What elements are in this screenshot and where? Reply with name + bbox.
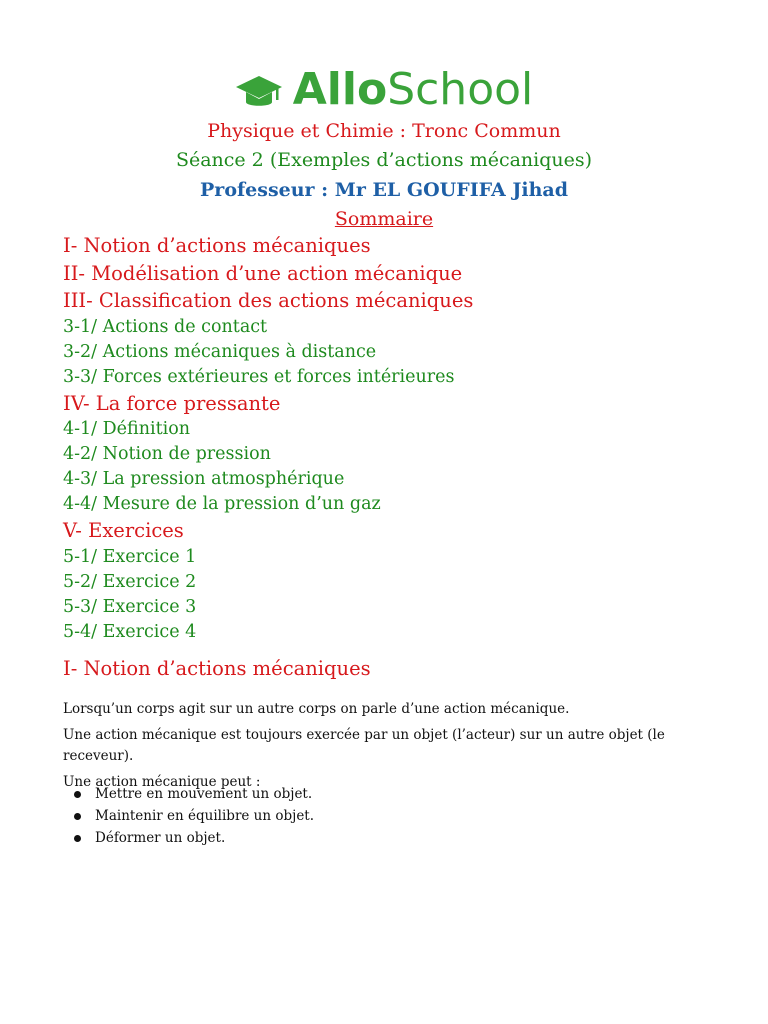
session-title: Séance 2 (Exemples d’actions mécaniques)	[175, 149, 593, 171]
toc-section-item: I- Notion d’actions mécaniques	[63, 234, 371, 257]
toc-subsection-item: 3-3/ Forces extérieures et forces intérieures	[63, 366, 455, 387]
toc-subsection-item: 4-3/ La pression atmosphérique	[63, 469, 345, 489]
toc-subsection-item: 4-2/ Notion de pression	[63, 444, 271, 464]
toc-subsection-item: 3-1/ Actions de contact	[63, 316, 268, 337]
summary-title: Sommaire	[334, 208, 434, 230]
list-item-text: Maintenir en équilibre un objet.	[95, 808, 315, 824]
toc-section-item: IV- La force pressante	[63, 391, 281, 415]
section-heading: I- Notion d’actions mécaniques	[63, 657, 371, 680]
toc-subsection-item: 3-2/ Actions mécaniques à distance	[63, 341, 377, 362]
toc-subsection-item: 5-3/ Exercice 3	[63, 596, 197, 617]
list-item-text: Mettre en mouvement un objet.	[95, 786, 313, 802]
paragraph: Lorsqu’un corps agit sur un autre corps on parle d’une action mécanique.	[63, 700, 570, 717]
toc-subsection-item: 4-4/ Mesure de la pression d’un gaz	[63, 494, 381, 514]
bullet-icon	[74, 791, 81, 798]
toc-subsection-item: 4-1/ Définition	[63, 419, 191, 439]
table-of-contents	[63, 232, 473, 645]
bullet-list	[74, 783, 314, 849]
teacher-line: Professeur : Mr EL GOUFIFA Jihad	[200, 179, 568, 201]
toc-subsection-item: 5-4/ Exercice 4	[63, 621, 197, 642]
toc-subsection-item: 5-2/ Exercice 2	[63, 571, 197, 592]
bullet-icon	[74, 813, 81, 820]
bullet-icon	[74, 835, 81, 842]
logo-bold-text: Allo	[292, 64, 388, 115]
list-item	[74, 783, 314, 805]
graduation-cap-icon	[235, 74, 283, 110]
list-item	[74, 805, 314, 827]
paragraph: Une action mécanique peut :	[63, 773, 261, 790]
subject-title: Physique et Chimie : Tronc Commun	[207, 120, 561, 142]
list-item	[74, 827, 314, 849]
logo-wordmark	[293, 66, 534, 114]
paragraph: Une action mécanique est toujours exercée par un objet (l’acteur) sur un autre objet (le receveur).	[63, 726, 665, 764]
logo-light-text: School	[387, 64, 534, 115]
toc-section-item: III- Classification des actions mécaniques	[63, 289, 474, 312]
toc-subsection-item: 5-1/ Exercice 1	[63, 546, 197, 567]
toc-section-item: II- Modélisation d’une action mécanique	[63, 261, 463, 285]
alloschool-logo	[0, 66, 768, 114]
list-item-text: Déformer un objet.	[95, 830, 226, 846]
toc-section-item: V- Exercices	[63, 519, 184, 542]
